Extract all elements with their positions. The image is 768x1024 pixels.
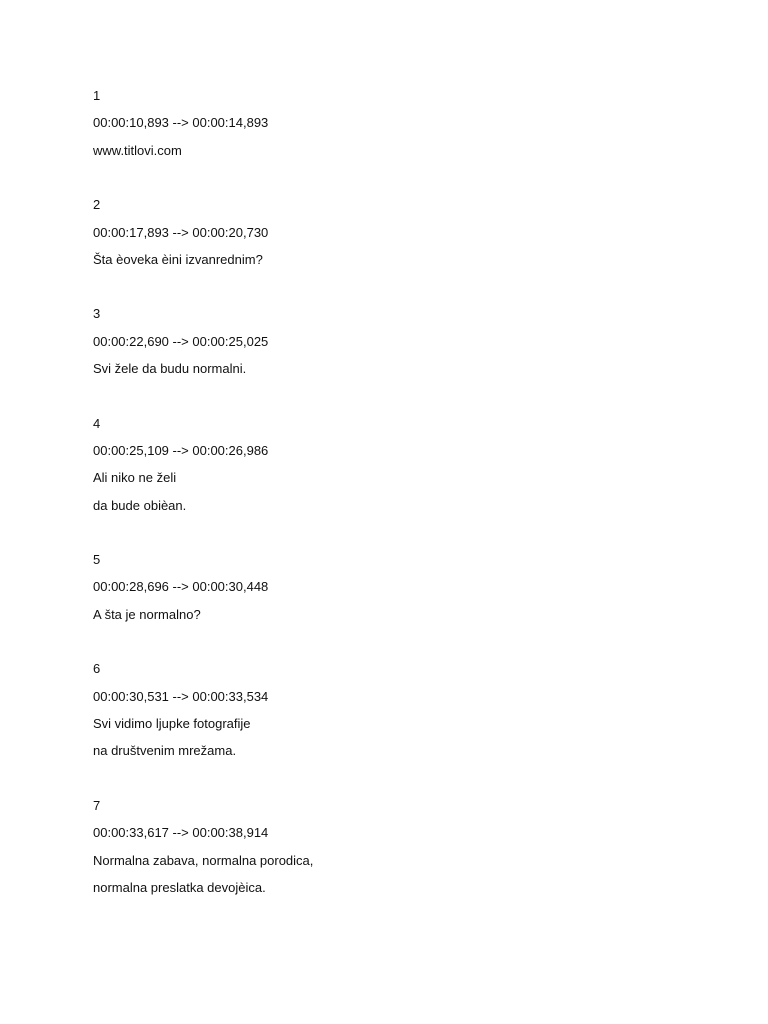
subtitle-cue	[93, 796, 713, 906]
cue-index: 3	[93, 306, 101, 322]
subtitle-cue	[93, 86, 713, 168]
cue-text-line: na društvenim mrežama.	[93, 743, 237, 759]
cue-timing: 00:00:17,893 --> 00:00:20,730	[93, 224, 269, 240]
cue-text-line: Svi vidimo ljupke fotografije	[93, 716, 251, 732]
cue-index: 5	[93, 552, 101, 568]
cue-text-line: normalna preslatka devojèica.	[93, 879, 266, 895]
subtitle-cue	[93, 304, 713, 386]
subtitle-list	[93, 86, 713, 932]
cue-text-line: www.titlovi.com	[93, 142, 182, 158]
cue-text-line: Svi žele da budu normalni.	[93, 361, 247, 377]
subtitle-cue	[93, 195, 713, 277]
cue-index: 7	[93, 797, 101, 813]
cue-text-line: A šta je normalno?	[93, 606, 201, 622]
subtitle-cue	[93, 659, 713, 769]
cue-index: 4	[93, 415, 101, 431]
subtitle-cue	[93, 414, 713, 524]
cue-text-line: Normalna zabava, normalna porodica,	[93, 852, 314, 868]
cue-text-line: Ali niko ne želi	[93, 470, 177, 486]
cue-timing: 00:00:25,109 --> 00:00:26,986	[93, 442, 269, 458]
cue-timing: 00:00:10,893 --> 00:00:14,893	[93, 115, 269, 131]
cue-timing: 00:00:22,690 --> 00:00:25,025	[93, 333, 269, 349]
cue-timing: 00:00:30,531 --> 00:00:33,534	[93, 688, 269, 704]
cue-timing: 00:00:28,696 --> 00:00:30,448	[93, 579, 269, 595]
cue-timing: 00:00:33,617 --> 00:00:38,914	[93, 825, 269, 841]
subtitle-cue	[93, 550, 713, 632]
cue-text-line: da bude obièan.	[93, 497, 187, 513]
cue-text-line: Šta èoveka èini izvanrednim?	[93, 251, 263, 267]
cue-index: 2	[93, 197, 101, 213]
cue-index: 1	[93, 88, 101, 103]
cue-index: 6	[93, 661, 101, 677]
